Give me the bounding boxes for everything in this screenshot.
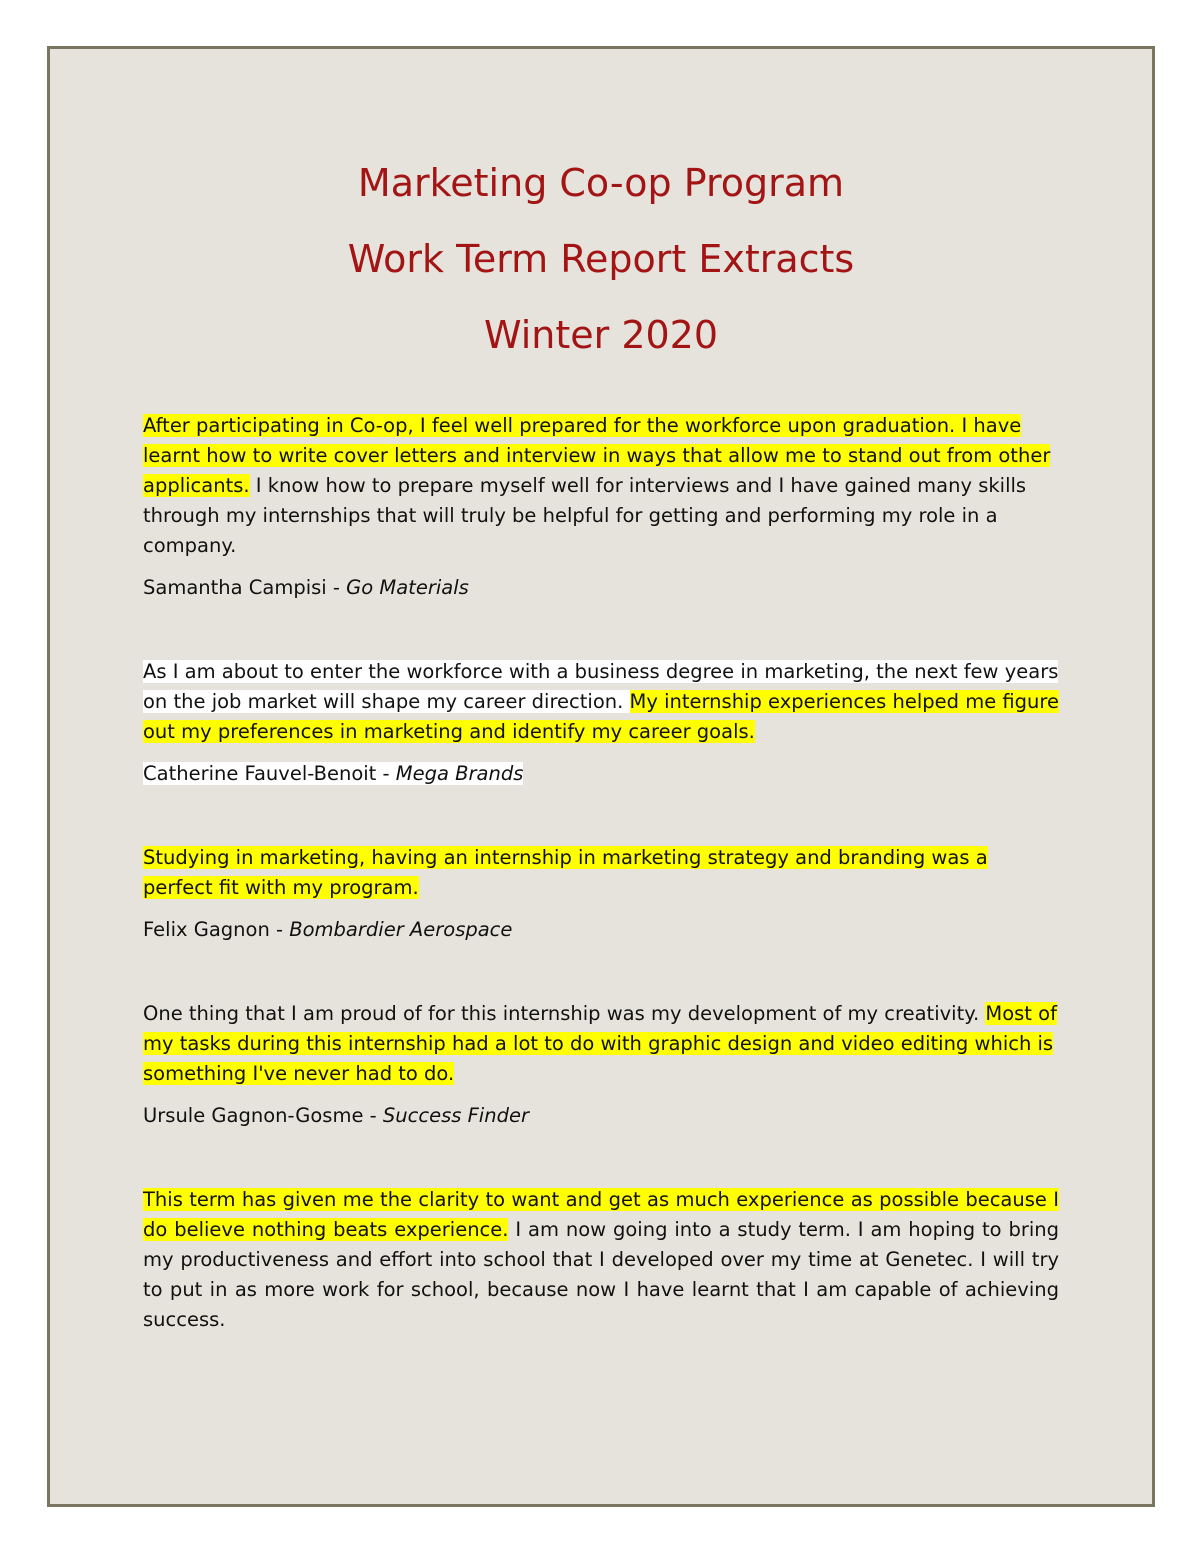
attribution-separator: - [363, 1104, 383, 1127]
company-name: Go Materials [346, 576, 469, 599]
attribution-separator: - [269, 918, 290, 941]
spacer [143, 603, 1059, 657]
title-line-program: Marketing Co-op Program [357, 161, 845, 205]
spacer [143, 1131, 1059, 1185]
extract-quote [143, 657, 1059, 747]
title-line-report: Work Term Report Extracts [347, 237, 855, 281]
highlighted-text: Studying in marketing, having an internship in marketing strategy and branding was a perfect fit with my program. [143, 846, 988, 899]
extract-quote [143, 843, 1059, 903]
student-name: Samantha Campisi [143, 576, 327, 599]
extract-item [143, 999, 1059, 1131]
quote-text: As I am about to enter the workforce with a business degree in marketing, the next few years on the job market will shape my career direction. [143, 660, 1059, 713]
extract-attribution [143, 759, 1059, 789]
extract-item [143, 843, 1059, 945]
extract-item [143, 411, 1059, 603]
page-frame [47, 46, 1155, 1507]
title-line-term: Winter 2020 [483, 313, 719, 357]
highlighted-text: My internship experiences helped me figure out my preferences in marketing and identify my career goals. [143, 690, 1060, 743]
extract-item [143, 657, 1059, 789]
extract-attribution [143, 1101, 1059, 1131]
highlighted-text: After participating in Co-op, I feel well prepared for the workforce upon graduation. I have learnt how to write cover letters and interview in ways that allow me to stand out from other applicants. [143, 414, 1051, 497]
highlighted-text: This term has given me the clarity to want and get as much experience as possible because I do believe nothing beats experience. [143, 1188, 1059, 1241]
extract-quote [143, 1185, 1059, 1335]
extracts-list [143, 411, 1059, 1335]
attribution-separator: - [326, 576, 347, 599]
spacer [143, 945, 1059, 999]
company-name: Success Finder [382, 1104, 529, 1127]
extract-item [143, 1185, 1059, 1335]
company-name: Bombardier Aerospace [289, 918, 513, 941]
quote-text: I am now going into a study term. I am hoping to bring my productiveness and effort into school that I developed over my time at Genetec. I will try to put in as more work for school, because now I have learnt that I am capable of achieving success. [143, 1218, 1060, 1331]
student-name: Catherine Fauvel-Benoit [143, 762, 377, 785]
spacer [143, 789, 1059, 843]
extract-attribution [143, 573, 1059, 603]
extract-attribution [143, 915, 1059, 945]
company-name: Mega Brands [395, 762, 524, 785]
extract-quote [143, 411, 1059, 561]
quote-text: I know how to prepare myself well for interviews and I have gained many skills through my internships that will truly be helpful for getting and performing my role in a company. [143, 474, 1027, 557]
student-name: Felix Gagnon [143, 918, 270, 941]
highlighted-text: Most of my tasks during this internship had a lot to do with graphic design and video editing which is something I've never had to do. [143, 1002, 1057, 1085]
student-name: Ursule Gagnon-Gosme [143, 1104, 364, 1127]
document-title [50, 145, 1152, 373]
quote-text: One thing that I am proud of for this internship was my development of my creativity. [143, 1002, 986, 1025]
attribution-separator: - [376, 762, 396, 785]
extract-quote [143, 999, 1059, 1089]
